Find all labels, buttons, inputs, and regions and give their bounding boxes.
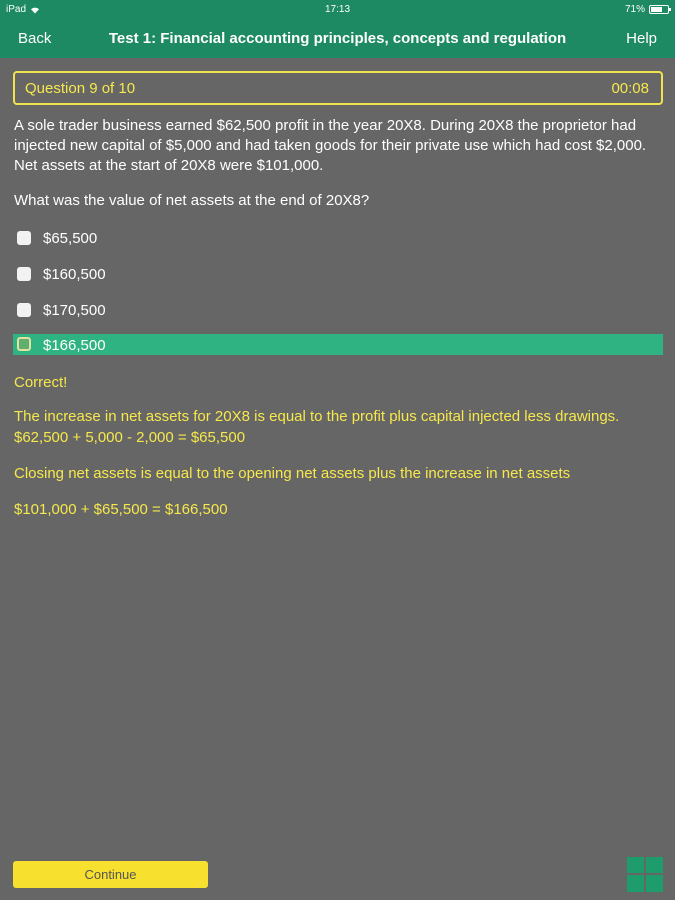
checkbox-icon[interactable] — [17, 231, 31, 245]
option-3[interactable] — [13, 298, 663, 322]
feedback-explanation-1: The increase in net assets for 20X8 is equal to the profit plus capital injected less drawings. — [14, 408, 620, 425]
option-4-selected[interactable] — [13, 334, 663, 355]
battery-percent: 71% — [624, 4, 645, 15]
question-text: A sole trader business earned $62,500 profit in the year 20X8. During 20X8 the proprietor had injected new capital of $5,000 and had taken goods for their private use which had cost $2,000. Net assets at the start of 20X8 were $101,000. — [14, 117, 647, 174]
option-2[interactable] — [13, 262, 663, 286]
feedback-calculation-1: $62,500 + 5,000 - 2,000 = $65,500 — [14, 429, 246, 446]
feedback-calculation-2: $101,000 + $65,500 = $166,500 — [14, 501, 228, 518]
device-name: iPad — [6, 4, 27, 15]
status-bar — [0, 0, 675, 20]
question-number: Question 9 of 10 — [25, 80, 136, 97]
help-button[interactable]: Help — [626, 30, 657, 47]
checkbox-checked-icon[interactable] — [17, 337, 31, 351]
status-right — [625, 4, 669, 15]
timer: 00:08 — [611, 80, 649, 97]
feedback-result: Correct! — [14, 374, 68, 391]
question-prompt: What was the value of net assets at the end of 20X8? — [14, 192, 370, 209]
battery-icon — [649, 5, 669, 14]
option-label: $65,500 — [43, 230, 98, 247]
status-time: 17:13 — [324, 4, 351, 15]
feedback-explanation-2: Closing net assets is equal to the opening net assets plus the increase in net assets — [14, 465, 571, 482]
checkbox-icon[interactable] — [17, 267, 31, 281]
option-label: $170,500 — [43, 302, 106, 319]
option-label: $160,500 — [43, 266, 106, 283]
option-1[interactable] — [13, 226, 663, 250]
nav-bar — [0, 20, 675, 58]
question-header — [13, 71, 663, 105]
question-grid-icon[interactable] — [627, 857, 663, 892]
checkbox-icon[interactable] — [17, 303, 31, 317]
option-label: $166,500 — [43, 337, 106, 354]
back-button[interactable]: Back — [18, 30, 52, 47]
page-title: Test 1: Financial accounting principles, concepts and regulation — [108, 30, 567, 47]
continue-button[interactable]: Continue — [13, 861, 208, 888]
